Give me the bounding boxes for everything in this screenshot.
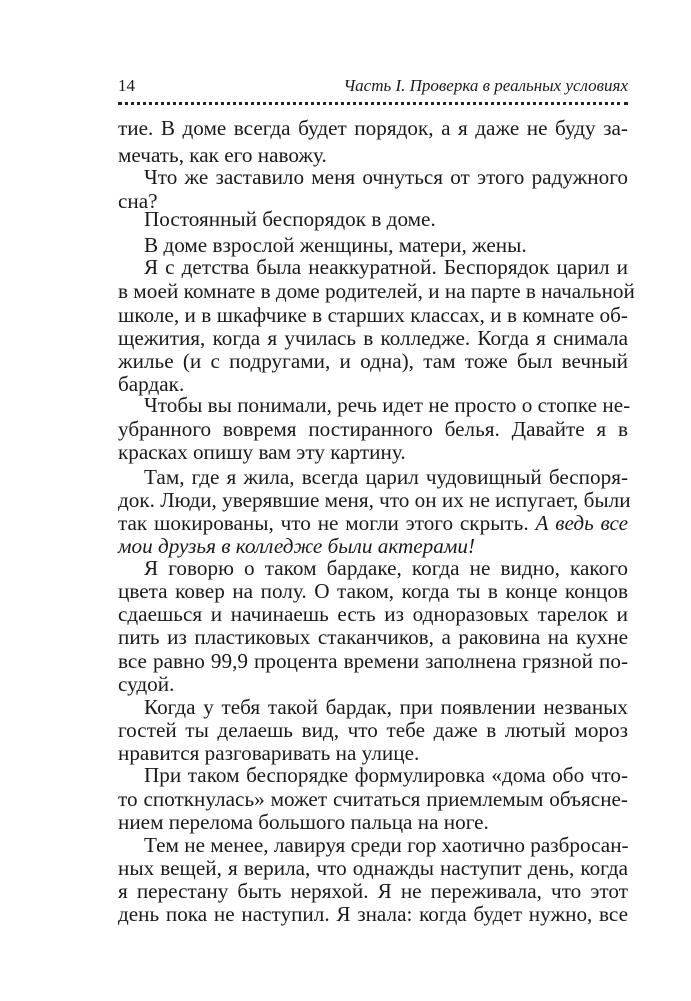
- text-line: ных вещей, я верила, что однажды наступит день, когда: [118, 856, 628, 880]
- text-line: Там, где я жила, всегда царил чудовищный беспоря-: [144, 465, 628, 489]
- text-line: тие. В доме всегда будет порядок, а я даже не буду за-: [118, 116, 628, 140]
- text-line: бардак.: [118, 372, 185, 396]
- text-line: Постоянный беспорядок в доме.: [144, 207, 436, 231]
- text-line: Я с детства была неаккуратной. Беспорядок царил и: [144, 255, 628, 279]
- italic-text: А ведь все: [535, 511, 628, 535]
- text-line: В доме взрослой женщины, матери, жены.: [144, 233, 527, 257]
- italic-text: мои друзья в колледже были актерами!: [118, 534, 476, 558]
- running-header: [118, 76, 628, 105]
- text-line: красках опишу вам эту картину.: [118, 440, 406, 464]
- text-line: убранного вовремя постиранного белья. Давайте я в: [118, 417, 628, 441]
- text-line: док. Люди, уверявшие меня, что он их не испугает, были: [118, 488, 631, 512]
- text-line: я перестану быть неряхой. Я не переживала, что этот: [118, 879, 628, 903]
- text-line: Я говорю о таком бардаке, когда не видно, какого: [144, 556, 628, 580]
- text-line: Когда у тебя такой бардак, при появлении незваных: [144, 695, 628, 719]
- text-line: нием перелома большого пальца на ноге.: [118, 810, 489, 834]
- running-title: Часть I. Проверка в реальных условиях: [343, 76, 628, 95]
- text-line: то споткнулась» может считаться приемлемым объясне-: [118, 787, 628, 811]
- text-line: гостей ты делаешь вид, что тебе даже в лютый мороз: [118, 718, 628, 742]
- text-line: нравится разговаривать на улице.: [118, 741, 420, 765]
- text-line: Тем не менее, лавируя среди гор хаотично разбросан-: [144, 833, 629, 857]
- text-line: жилье (и с подругами, и одна), там тоже был вечный: [118, 349, 628, 373]
- text-line: все равно 99,9 процента времени заполнена грязной по-: [118, 649, 628, 673]
- text-line: пить из пластиковых стаканчиков, а раковина на кухне: [118, 625, 628, 649]
- text-line: При таком беспорядке формулировка «дома обо что-: [144, 763, 628, 787]
- page-number: 14: [118, 76, 135, 95]
- text-line: Что же заставило меня очнуться от этого радужного: [144, 165, 628, 189]
- text-line: щежития, когда я училась в колледже. Когда я снимала: [118, 326, 628, 350]
- text-line: Чтобы вы понимали, речь идет не просто о стопке не-: [144, 393, 631, 417]
- text-line: школе, и в шкафчике в старших классах, и в комнате об-: [118, 303, 628, 327]
- text-line: сна?: [118, 189, 158, 213]
- text-line: сдаешься и начинаешь есть из одноразовых тарелок и: [118, 602, 628, 626]
- text-line: день пока не наступил. Я знала: когда будет нужно, все: [118, 902, 628, 926]
- text-line: судой.: [118, 672, 175, 696]
- text-line: цвета ковер на полу. О таком, когда ты в конце концов: [118, 579, 628, 603]
- text-line: в моей комнате в доме родителей, и на парте в начальной: [118, 279, 635, 303]
- text-segment: так шокированы, что не могли этого скрыть.: [118, 511, 529, 535]
- text-line: мечать, как его навожу.: [118, 143, 327, 167]
